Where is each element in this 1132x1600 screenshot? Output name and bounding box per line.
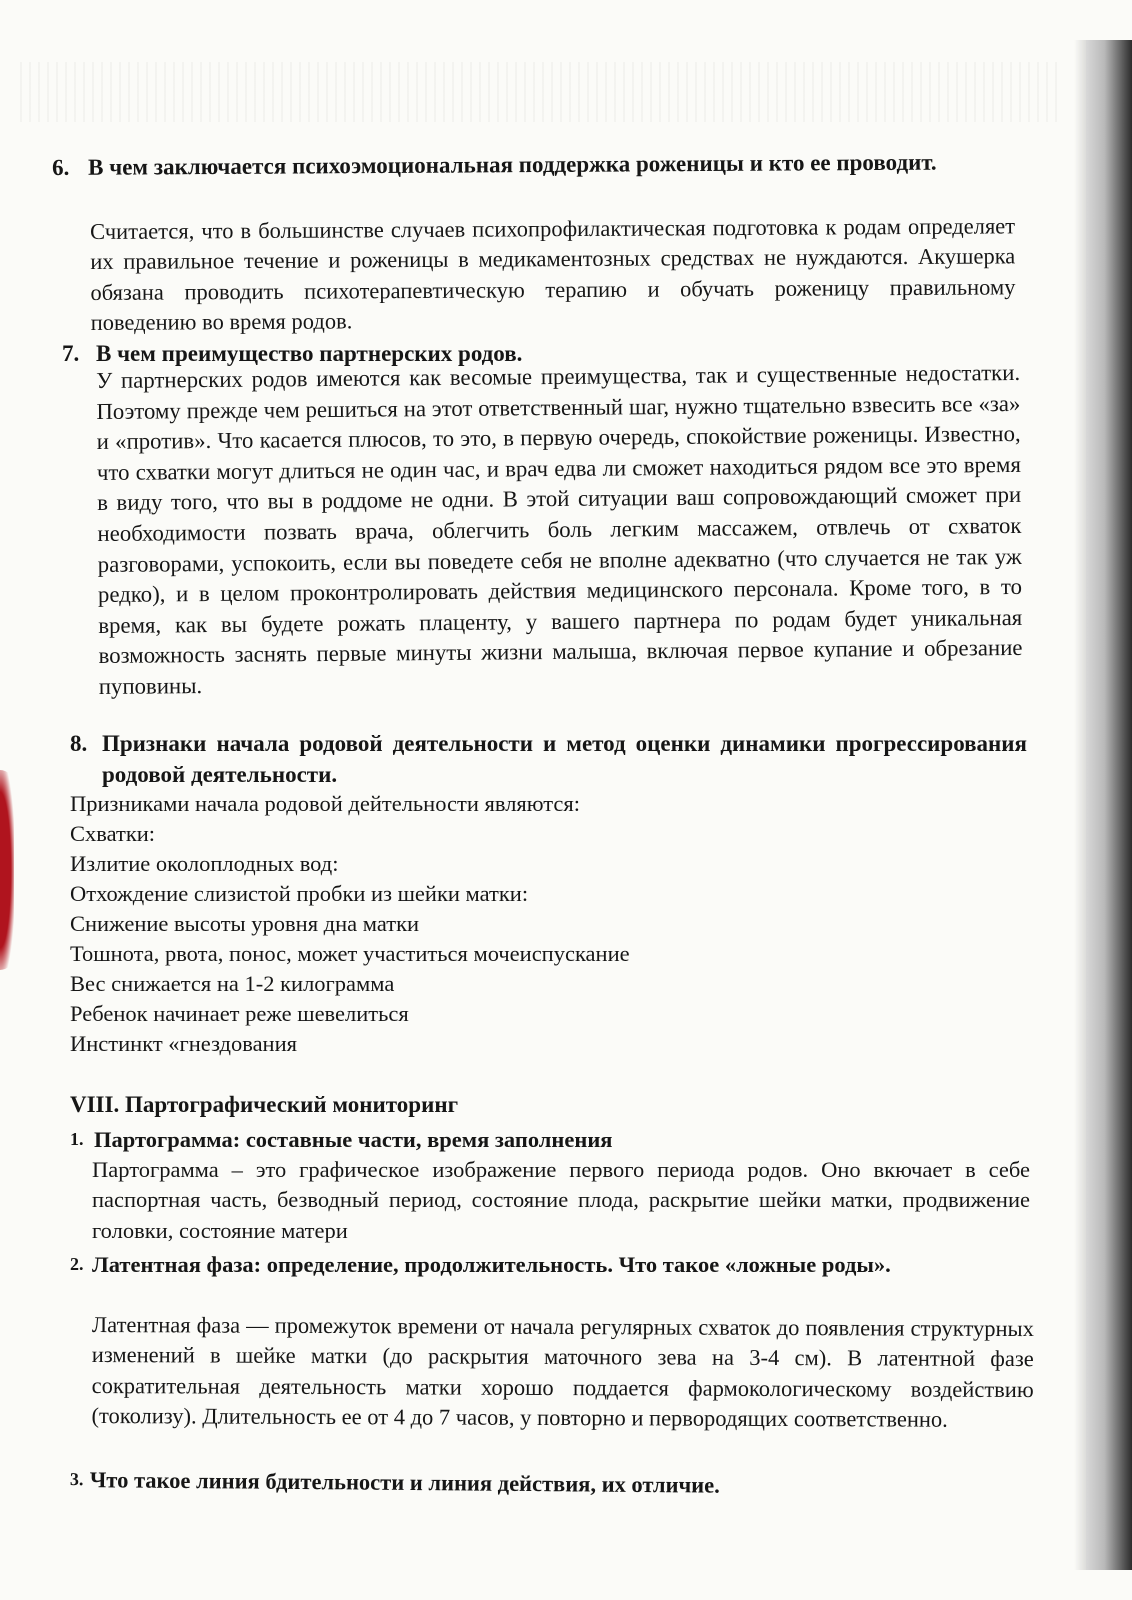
question-title: Что такое линия бдительности и линия действия, их отличие. [89,1467,720,1498]
question-title: В чем заключается психоэмоциональная поддержка роженицы и кто ее проводит. [88,149,937,180]
list-item: Излитие околоплодных вод: [70,851,339,876]
section-heading: VIII. Партографический мониторинг [70,1092,459,1117]
section-question-2-heading [70,1249,1032,1280]
question-6-heading [52,146,1014,183]
question-title: Партограмма: составные части, время заполнения [94,1127,613,1152]
list-item: Ребенок начинает реже шевелиться [70,1001,409,1026]
section-question-2-answer: Латентная фаза — промежуток времени от начала регулярных схваток до появления структурных изменений в шейке матки (до раскрытия маточного зева на 3-4 см). В латентной фазе сократительная деятельность матки хорошо поддается фармокологическому воздействию (токолизу). Длительность ее от 4 до 7 часов, у повторно и первородящих соответственно. [91,1312,1034,1432]
question-title: В чем преимущество партнерских родов. [96,341,523,366]
question-8-heading [70,728,1027,790]
question-7-answer: У партнерских родов имеются как весомые преимущества, так и существенные недостатки. Поэтому прежде чем решиться на этот ответственный шаг, нужно тщательно взвесить все «за» и «против». Что касается плюсов, то это, в первую очередь, спокойствие роженицы. Известно, что схватки могут длиться не один час, и врач едва ли сможет находиться рядом все это время в виду того, что вы в роддоме не одни. В этой ситуации ваш сопровождающий сможет при необходимости позвать врача, облегчить боль легким массажем, отвлечь от схваток разговорами, успокоить, если вы поведете себя не вполне адекватно (что случается не так уж редко), и в целом проконтролировать действия медицинского персонала. Кроме того, в то время, как вы будете рожать плаценту, у вашего партнера по родам будет уникальная возможность заснять первые минуты жизни малыша, включая первое купание и обрезание пуповины. [96,359,1023,699]
list-item: Снижение высоты уровня дна матки [70,911,420,936]
list-item: Отхождение слизистой пробки из шейки матки: [70,881,529,906]
section-question-1-heading [70,1124,1032,1155]
section-question-3-heading [70,1464,1032,1503]
page-shadow [1074,40,1086,1570]
question-number: 7. [62,341,80,366]
red-bookmark [0,770,14,970]
question-title: Латентная фаза: определение, продолжительность. Что такое «ложные роды». [92,1252,891,1277]
list-item: Тошнота, рвота, понос, может участиться мочеиспускание [70,941,630,966]
question-number: 3. [69,1468,84,1490]
list-item: Инстинкт «гнездования [70,1031,297,1056]
scan-noise [20,62,1060,122]
question-number: 6. [52,154,70,180]
question-number: 1. [70,1129,84,1149]
question-6-answer: Считается, что в большинстве случаев психопрофилактическая подготовка к родам определяет их правильное течение и роженицы в медикаментозных средствах не нуждаются. Акушерка обязана проводить психотерапевтическую терапию и обучать роженицу правильному поведению во время родов. [90,213,1016,335]
question-number: 8. [70,731,88,756]
list-item: Вес снижается на 1-2 килограмма [70,971,395,996]
section-question-1-answer: Партограмма – это графическое изображение первого периода родов. Оно вкючает в себе паспортная часть, безводный период, состояние плода, раскрытие шейки матки, продвижение головки, состояние матери [92,1157,1030,1243]
labor-signs-list [70,789,630,1059]
question-title: Признаки начала родовой деятельности и метод оценки динамики прогрессирования родовой деятельности. [102,731,1027,787]
list-item: Схватки: [70,821,156,846]
book-binding-edge [1086,40,1132,1570]
question-number: 2. [70,1254,84,1274]
list-item: Призниками начала родовой дейтельности являются: [70,791,580,816]
